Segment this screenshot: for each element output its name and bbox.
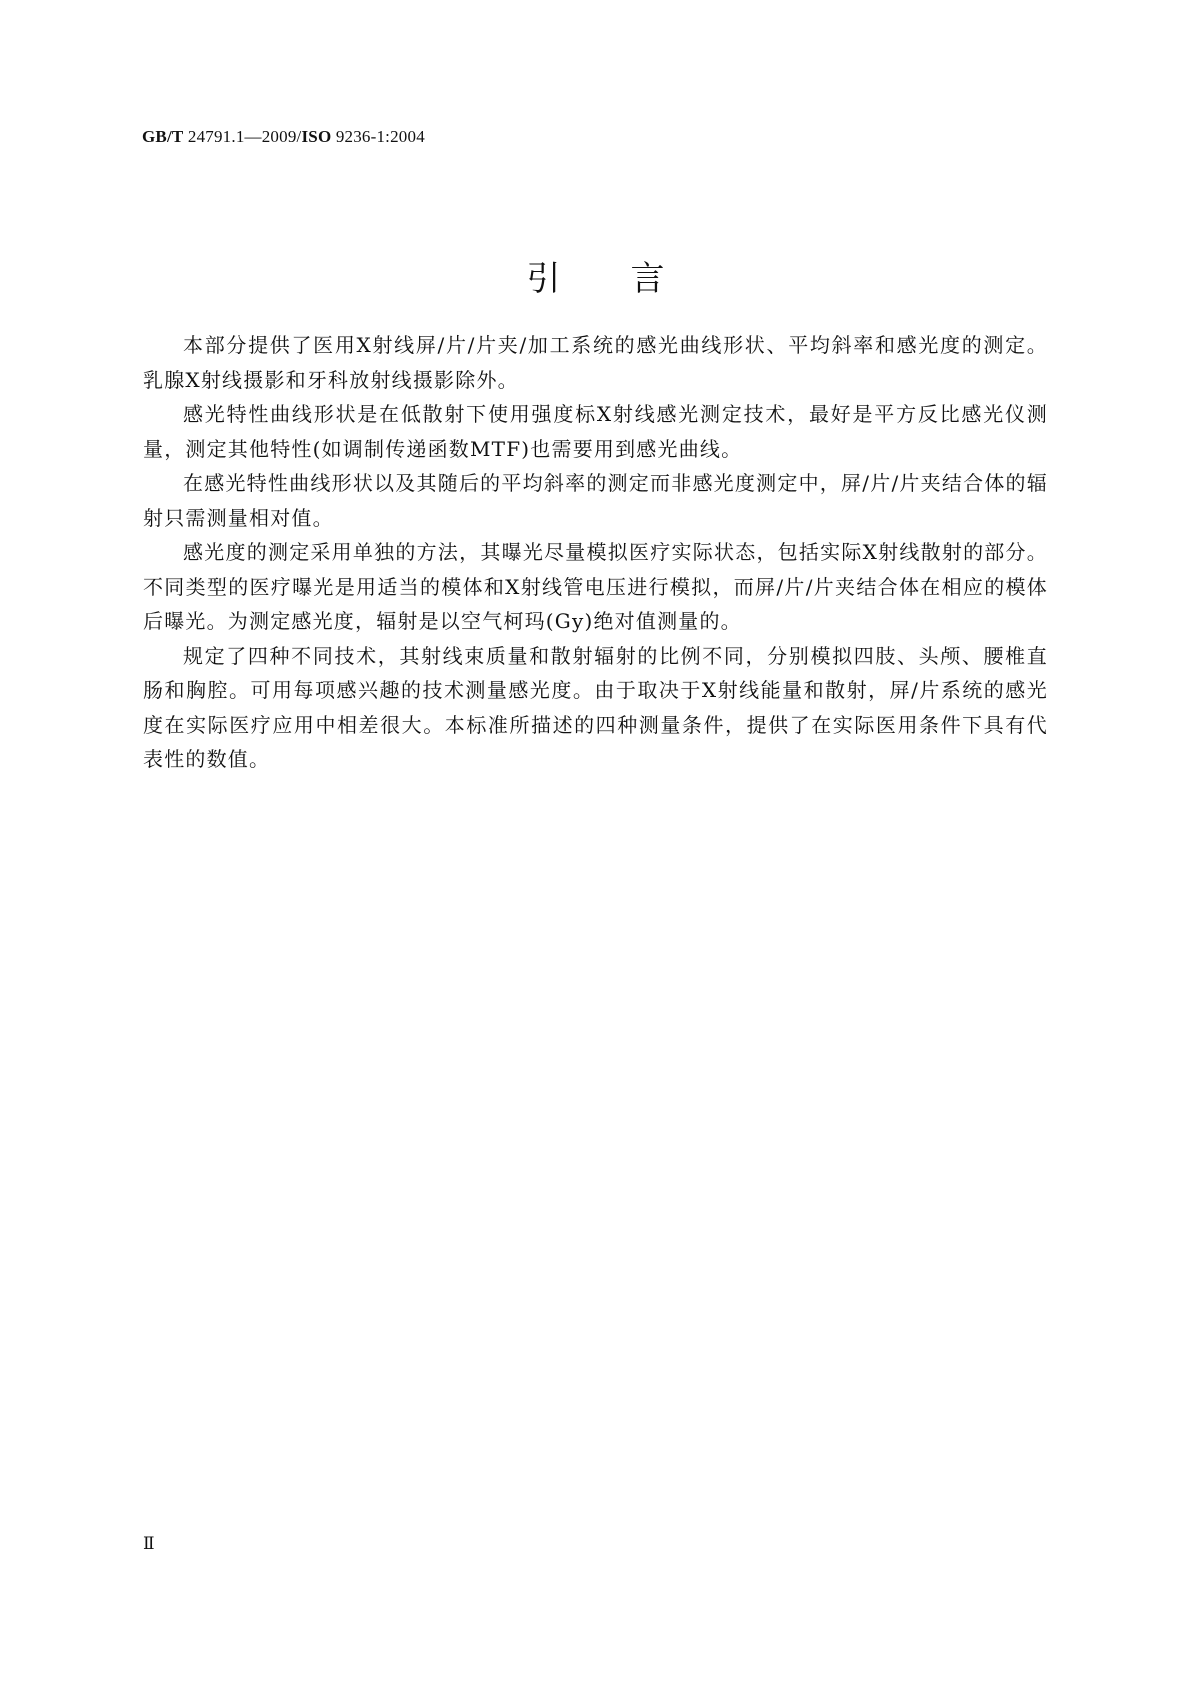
standard-number: 24791.1—2009/ — [183, 127, 302, 146]
running-header — [142, 127, 425, 147]
standard-code: GB/T — [142, 127, 184, 146]
page-number: Ⅱ — [143, 1534, 155, 1553]
paragraph: 感光特性曲线形状是在低散射下使用强度标X射线感光测定技术，最好是平方反比感光仪测量，测定其他特性(如调制传递函数MTF)也需要用到感光曲线。 — [143, 402, 1048, 461]
section-title: 引言 — [526, 258, 735, 299]
iso-number: 9236-1:2004 — [331, 127, 425, 146]
iso-code: ISO — [301, 127, 332, 146]
paragraph: 在感光特性曲线形状以及其随后的平均斜率的测定而非感光度测定中，屏/片/片夹结合体的辐射只需测量相对值。 — [143, 471, 1048, 530]
paragraph: 感光度的测定采用单独的方法，其曝光尽量模拟医疗实际状态，包括实际X射线散射的部分。不同类型的医疗曝光是用适当的模体和X射线管电压进行模拟，而屏/片/片夹结合体在相应的模体后曝光。为测定感光度，辐射是以空气柯玛(Gy)绝对值测量的。 — [143, 540, 1048, 633]
paragraph: 规定了四种不同技术，其射线束质量和散射辐射的比例不同，分别模拟四肢、头颅、腰椎直肠和胸腔。可用每项感兴趣的技术测量感光度。由于取决于X射线能量和散射，屏/片系统的感光度在实际医疗应用中相差很大。本标准所描述的四种测量条件，提供了在实际医用条件下具有代表性的数值。 — [143, 643, 1048, 771]
body-text — [143, 328, 1048, 777]
paragraph: 本部分提供了医用X射线屏/片/片夹/加工系统的感光曲线形状、平均斜率和感光度的测定。乳腺X射线摄影和牙科放射线摄影除外。 — [143, 333, 1048, 392]
